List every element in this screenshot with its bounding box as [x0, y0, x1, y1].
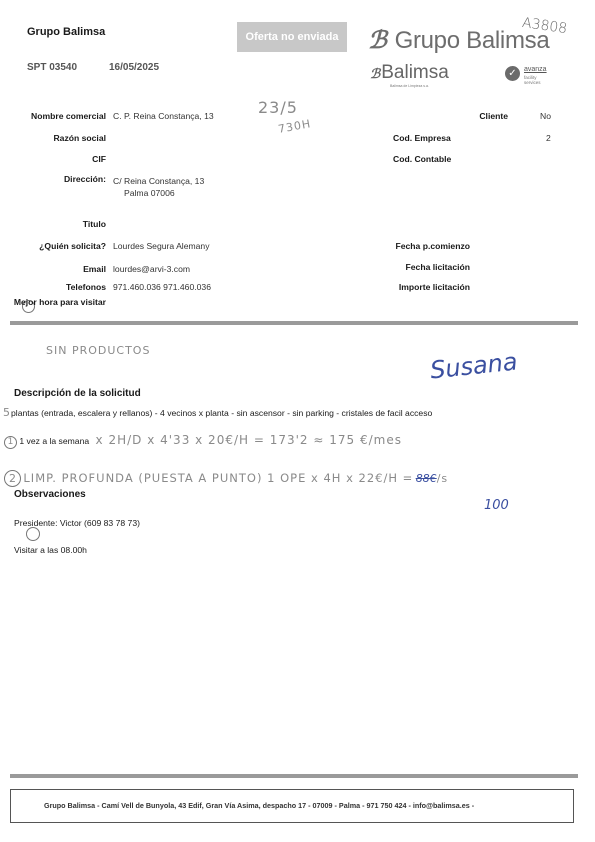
line1-circled-number: 1 [4, 436, 17, 449]
value-direccion-line1: C/ Reina Constança, 13 [113, 176, 205, 186]
handwritten-reference: A3808 [521, 14, 569, 38]
description-title: Descripción de la solicitud [14, 388, 141, 399]
document-code: SPT 03540 [27, 62, 78, 73]
line2-circled-number: 2 [4, 470, 21, 487]
line2-total: 100 [484, 498, 509, 513]
value-quien-solicita: Lourdes Segura Alemany [113, 241, 210, 251]
label-cod-contable: Cod. Contable [393, 154, 452, 164]
line2-suffix: /s [436, 472, 449, 485]
logo-main-text: Grupo Balimsa [394, 27, 550, 54]
balimsa-tagline: Balimsa de Limpieza s.a. [390, 84, 429, 88]
avanza-tagline: facility services [524, 75, 541, 85]
label-mejor-hora: Mejor hora para visitar [13, 297, 106, 307]
punch-hole-bottom [26, 527, 40, 541]
footer-text: Grupo Balimsa - Camí Vell de Bunyola, 43 Edif, Gran Vía Asima, despacho 17 - 07009 - Palma - 971 750 424 - info@balimsa.es - [44, 801, 475, 810]
value-email: lourdes@arvi-3.com [113, 264, 191, 274]
logo-sub-text: Balimsa [381, 62, 449, 83]
label-direccion: Dirección: [63, 174, 106, 184]
handwritten-note: SIN PRODUCTOS [46, 344, 151, 357]
line2-text: LIMP. PROFUNDA (PUESTA A PUNTO) 1 OPE x 4H x 22€/H = [23, 471, 414, 485]
line1 [4, 433, 402, 449]
handwritten-date: 23/5 [258, 98, 298, 117]
label-razon-social: Razón social [53, 133, 106, 143]
value-direccion-line2: Palma 07006 [124, 188, 175, 198]
status-badge: Oferta no enviada [237, 22, 347, 52]
label-fecha-licitacion: Fecha licitación [405, 262, 470, 272]
checkmark-icon: ✓ [505, 66, 520, 81]
value-cod-empresa: 2 [546, 133, 551, 143]
description-text: plantas (entrada, escalera y rellanos) - 4 vecinos x planta - sin ascensor - sin parking - cristales de facil acceso [11, 408, 433, 418]
section-divider [10, 321, 578, 325]
label-importe-licitacion: Importe licitación [398, 282, 470, 292]
label-cod-empresa: Cod. Empresa [393, 133, 451, 143]
description-prefix: 5 [3, 406, 11, 419]
logo-mark-icon: ℬ [368, 27, 387, 54]
line1-text: 1 vez a la semana [19, 436, 90, 446]
handwritten-signature: Susana [428, 347, 519, 385]
observations-title: Observaciones [14, 489, 86, 500]
description-line [3, 406, 432, 419]
balimsa-logo [370, 62, 449, 84]
label-cif: CIF [92, 154, 106, 164]
label-titulo: Titulo [82, 219, 106, 229]
label-cliente: Cliente [479, 111, 508, 121]
observations-line2: Visitar a las 08.00h [14, 545, 87, 555]
value-nombre-comercial: C. P. Reina Constança, 13 [113, 111, 214, 121]
label-telefonos: Telefonos [66, 282, 106, 292]
observations-line1: Presidente: Victor (609 83 78 73) [14, 518, 140, 528]
line1-calculation: x 2H/D x 4'33 x 20€/H = 173'2 ≈ 175 €/mes [95, 433, 402, 447]
label-fecha-comienzo: Fecha p.comienzo [395, 241, 470, 251]
value-cliente: No [540, 111, 551, 121]
document-date: 16/05/2025 [109, 62, 160, 73]
company-name: Grupo Balimsa [27, 26, 106, 38]
label-email: Email [83, 264, 106, 274]
label-quien-solicita: ¿Quién solicita? [39, 241, 106, 251]
handwritten-time: 730H [277, 117, 313, 136]
logo-mark-small-icon: ℬ [370, 66, 381, 81]
value-telefonos: 971.460.036 971.460.036 [113, 282, 211, 292]
line2 [4, 470, 448, 487]
avanza-name: avanza [524, 66, 547, 73]
label-nombre-comercial: Nombre comercial [31, 111, 106, 121]
bottom-divider [10, 774, 578, 778]
line2-struck-value: 88€ [415, 472, 437, 485]
